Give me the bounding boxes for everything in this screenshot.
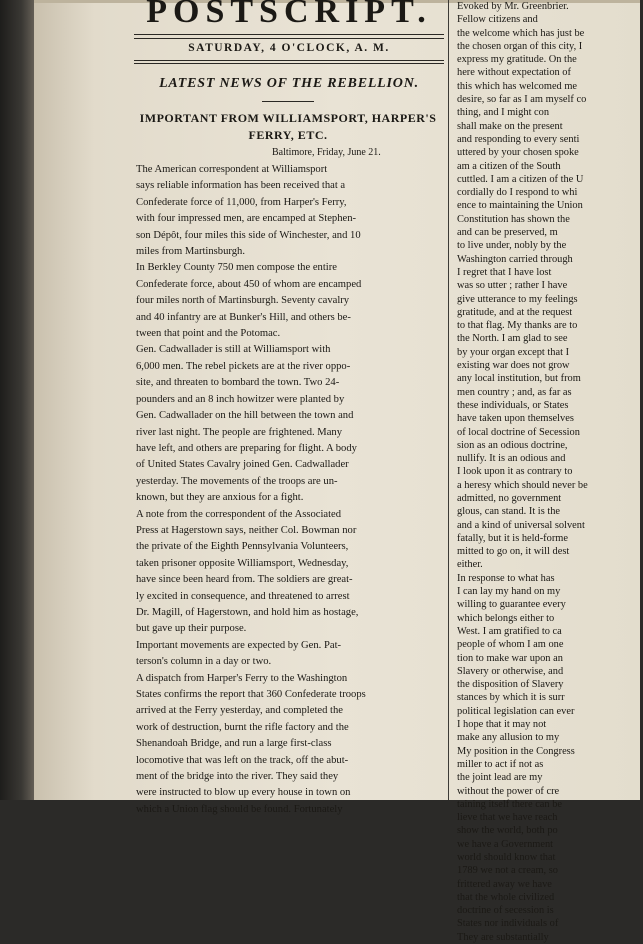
speech-line: I look upon it as contrary to <box>457 466 573 478</box>
speech-line: They are substantially <box>457 931 549 943</box>
article-line: son Dépôt, four miles this side of Winchester, and 10 <box>136 229 361 241</box>
newspaper-page <box>34 0 640 943</box>
speech-line: lieve that we have reach <box>457 812 558 824</box>
speech-line: I regret that I have lost <box>457 266 552 278</box>
speech-line: gratitude, and at the request <box>457 306 573 318</box>
article-line: of United States Cavalry joined Gen. Cadwallader <box>136 459 349 471</box>
masthead-rule <box>134 34 444 35</box>
masthead: POSTSCRIPT. <box>146 0 432 30</box>
article-line: Dr. Magill, of Hagerstown, and hold him as hostage, <box>136 606 359 618</box>
column-rule <box>448 0 449 800</box>
speech-line: have taken upon themselves <box>457 413 574 425</box>
article-line: Press at Hagerstown says, neither Col. Bowman nor <box>136 524 357 536</box>
speech-line: sion as an odious doctrine, <box>457 439 568 451</box>
speech-line: and responding to every senti <box>457 133 580 145</box>
speech-line: political legislation can ever <box>457 705 575 717</box>
article-headline: IMPORTANT FROM WILLIAMSPORT, HARPER'S FERRY, ETC. <box>139 111 437 142</box>
speech-line: Washington carried through <box>457 253 573 265</box>
speech-line: Evoked by Mr. Greenbrier. <box>457 1 569 12</box>
article-line: A dispatch from Harper's Ferry to the Washington <box>136 672 348 684</box>
speech-line: taining itself there can be <box>457 798 563 810</box>
speech-line: I can lay my hand on my <box>457 586 561 598</box>
speech-line: miller to act if not as <box>457 758 544 770</box>
article-line: known, but they are anxious for a fight. <box>136 492 304 504</box>
dateline-rule <box>134 60 444 61</box>
article-line: ment of the bridge into the river. They said they <box>136 771 339 783</box>
article-line: Shenandoah Bridge, and run a large first-class <box>136 738 332 750</box>
article-line: says reliable information has been received that a <box>136 180 346 192</box>
masthead-rule-double <box>134 38 444 39</box>
speech-line: existing war does not grow <box>457 360 570 372</box>
speech-line: I hope that it may not <box>457 719 547 731</box>
speech-line: am a citizen of the South <box>457 160 561 172</box>
speech-line: these individuals, or States <box>457 399 569 411</box>
article-line: the private of the Eighth Pennsylvania Volunteers, <box>136 541 349 553</box>
speech-line: the North. I am glad to see <box>457 333 568 345</box>
article-line: States confirms the report that 360 Confederate troops <box>136 689 366 700</box>
article-line: yesterday. The movements of the troops are un- <box>136 475 338 487</box>
article-line: The American correspondent at Williamsport <box>136 164 328 175</box>
article-line: miles from Martinsburgh. <box>136 246 245 258</box>
speech-line: stances by which it is surr <box>457 692 565 704</box>
speech-line: desire, so far as I am myself co <box>457 94 587 106</box>
article-line: taken prisoner opposite Williamsport, Wednesday, <box>136 557 349 569</box>
headline-divider <box>262 101 314 102</box>
speech-line: this which has welcomed me <box>457 80 578 92</box>
article-line: arrived at the Ferry yesterday, and completed the <box>136 705 343 717</box>
speech-line: here without expectation of <box>457 67 571 79</box>
article-line: In Berkley County 750 men compose the entire <box>136 262 337 274</box>
speech-line: the welcome which has just be <box>457 27 585 39</box>
article-line: Important movements are expected by Gen. Pat- <box>136 639 342 651</box>
article-line: Confederate force, about 450 of whom are encamped <box>136 278 362 290</box>
speech-line: fatally, but it is held-forme <box>457 532 568 544</box>
article-line: tween that point and the Potomac. <box>136 328 281 340</box>
speech-line: mitted to go on, it will dest <box>457 546 570 558</box>
speech-line: shall make on the present <box>457 120 563 132</box>
speech-line: frittered away we have <box>457 878 552 890</box>
article-line: Confederate force of 11,000, from Harper's Ferry, <box>136 196 347 208</box>
speech-line: 1789 we not a cream, so <box>457 865 558 877</box>
speech-line: a heresy which should never be <box>457 479 588 491</box>
speech-line: My position in the Congress <box>457 745 575 757</box>
speech-line: was so utter ; rather I have <box>457 280 568 292</box>
section-headline: LATEST NEWS OF THE REBELLION. <box>159 76 419 91</box>
speech-line: world should know that <box>457 852 556 863</box>
speech-line: admitted, no government <box>457 492 562 504</box>
article-line: 6,000 men. The rebel pickets are at the river oppo- <box>136 360 351 372</box>
speech-line: people of whom I am one <box>457 639 564 651</box>
speech-line: cordially do I respond to whi <box>457 187 578 199</box>
speech-line: to that flag. My thanks are to <box>457 320 578 332</box>
speech-line: we have a Government <box>457 838 554 850</box>
speech-line: In response to what has <box>457 572 555 584</box>
article-line: have left, and others are preparing for flight. A body <box>136 442 357 454</box>
dateline: SATURDAY, 4 O'CLOCK, A. M. <box>188 42 390 54</box>
speech-line: to live under, nobly by the <box>457 240 567 252</box>
left-column <box>34 0 446 815</box>
speech-body <box>457 0 643 944</box>
binding-shadow <box>0 0 36 800</box>
article-line: locomotive that was left on the track, off the abut- <box>136 754 349 766</box>
speech-line: thing, and I might con <box>457 107 550 119</box>
speech-line: West. I am gratified to ca <box>457 625 562 637</box>
speech-line: any local institution, but from <box>457 373 581 385</box>
article-line: Gen. Cadwallader on the hill between the town and <box>136 410 354 422</box>
right-column <box>453 0 640 943</box>
speech-line: express my gratitude. On the <box>457 54 577 66</box>
dateline-rule-double <box>134 63 444 64</box>
speech-line: Fellow citizens and <box>457 14 538 26</box>
speech-line: willing to guarantee every <box>457 599 566 611</box>
speech-line: either. <box>457 559 483 571</box>
article-line: but gave up their purpose. <box>136 623 247 635</box>
speech-line: and can be preserved, m <box>457 227 558 239</box>
speech-line: Slavery or otherwise, and <box>457 665 564 677</box>
article-line: work of destruction, burnt the rifle factory and the <box>136 721 349 733</box>
article-line: and 40 infantry are at Bunker's Hill, and others be- <box>136 311 351 323</box>
speech-line: men country ; and, as far as <box>457 386 572 398</box>
speech-line: ence to maintaining the Union <box>457 200 583 212</box>
article-line: have since been heard from. The soldiers are great- <box>136 574 353 586</box>
article-line: A note from the correspondent of the Associated <box>136 508 342 520</box>
speech-line: of local doctrine of Secession <box>457 426 580 438</box>
speech-line: uttered by your chosen spoke <box>457 147 579 159</box>
article-line: river last night. The people are frightened. Many <box>136 426 343 438</box>
speech-line: glous, can stand. It is the <box>457 506 561 518</box>
speech-line: by your organ except that I <box>457 346 570 358</box>
article-line: Gen. Cadwallader is still at Williamsport with <box>136 344 331 356</box>
article-line: pounders and an 8 inch howitzer were planted by <box>136 393 345 405</box>
speech-line: tion to make war upon an <box>457 652 563 664</box>
article-line: terson's column in a day or two. <box>136 656 272 668</box>
speech-line: without the power of cre <box>457 785 560 797</box>
speech-line: the joint lead are my <box>457 772 543 784</box>
article-line: which a Union flag should be found. Fortunately <box>136 803 343 815</box>
speech-line: show the world, both po <box>457 825 558 837</box>
speech-line: doctrine of secession is <box>457 905 554 917</box>
speech-line: give utterance to my feelings <box>457 293 578 305</box>
speech-line: the chosen organ of this city, I <box>457 40 583 52</box>
speech-line: make any allusion to my <box>457 732 560 744</box>
article-body <box>136 162 442 818</box>
article-line: ly excited in consequence, and threatened to arrest <box>136 590 350 602</box>
speech-line: cuttled. I am a citizen of the U <box>457 173 584 185</box>
speech-line: States nor individuals of <box>457 918 559 930</box>
speech-line: and a kind of universal solvent <box>457 519 585 531</box>
speech-line: that the whole civilized <box>457 891 555 903</box>
article-line: four miles north of Martinsburgh. Seventy cavalry <box>136 295 350 307</box>
speech-line: Constitution has shown the <box>457 213 570 225</box>
speech-line: nullify. It is an odious and <box>457 453 566 465</box>
article-place-date: Baltimore, Friday, June 21. <box>272 147 381 158</box>
speech-line: the disposition of Slavery <box>457 679 564 691</box>
article-line: were instructed to blow up every house in town on <box>136 787 351 799</box>
article-line: with four impressed men, are encamped at Stephen- <box>136 213 357 225</box>
speech-line: which belongs either to <box>457 612 555 624</box>
article-line: site, and threaten to bombard the town. Two 24- <box>136 377 340 389</box>
